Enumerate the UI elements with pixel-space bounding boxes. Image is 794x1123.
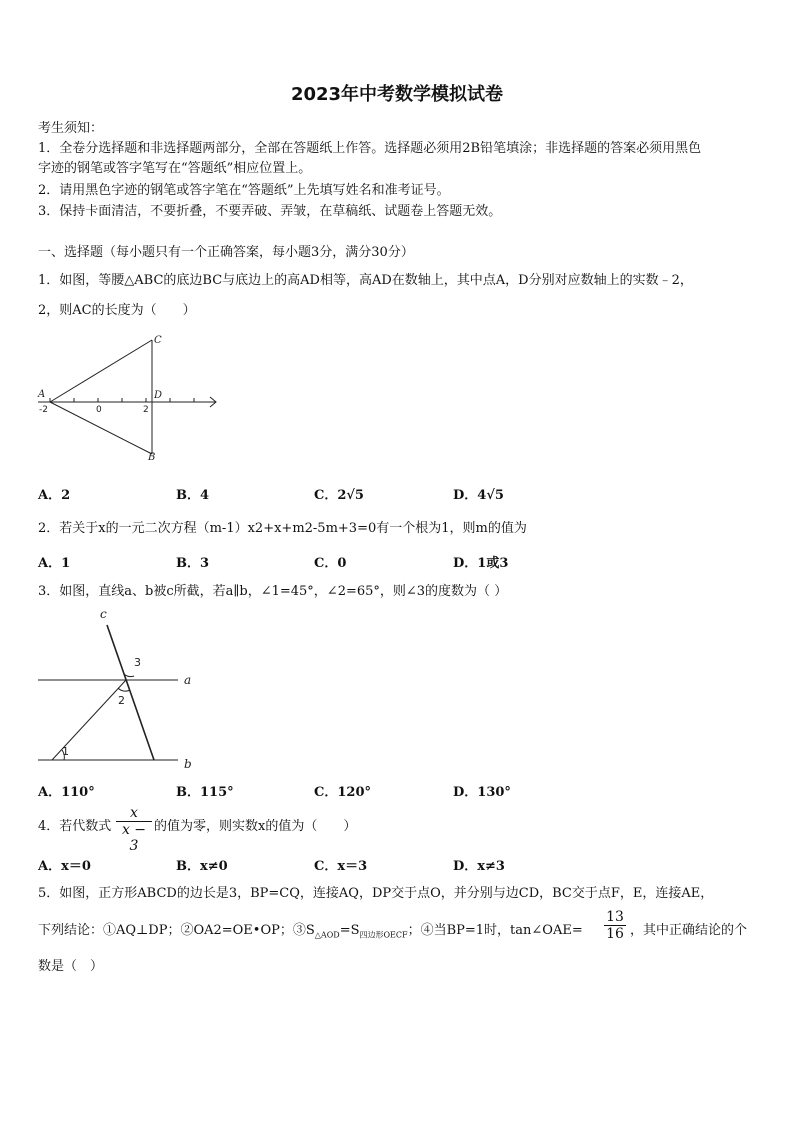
- q5-text-line1: 5．如图，正方形ABCD的边长是3，BP=CQ，连接AQ，DP交于点O，并分别与边CD，BC交于点F，E，连接AE，: [38, 886, 714, 901]
- section-heading: 一、选择题（每小题只有一个正确答案，每小题3分，满分30分）: [38, 245, 414, 260]
- q1-option-b[interactable]: B．4: [176, 488, 210, 503]
- notice-line3: 3．保持卡面清洁，不要折叠，不要弄破、弄皱，在草稿纸、试题卷上答题无效。: [38, 204, 502, 219]
- notice-line2: 2．请用黑色字迹的钢笔或答字笔在“答题纸”上先填写姓名和准考证号。: [38, 183, 450, 198]
- q1-tick-2: 2: [143, 405, 149, 415]
- page-title: 2023年中考数学模拟试卷: [290, 84, 504, 105]
- q4-denominator: x − 3: [116, 821, 152, 854]
- q3-option-b[interactable]: B．115°: [176, 785, 234, 800]
- q2-option-c[interactable]: C．0: [314, 556, 347, 571]
- q1-figure: [38, 330, 228, 465]
- q3-label-3: 3: [134, 656, 141, 669]
- q1-label-B: B: [148, 452, 156, 463]
- q5-sub-oecf: 四边形OECF: [359, 930, 408, 940]
- q1-text-line2: 2，则AC的长度为（ ）: [38, 303, 196, 318]
- q3-option-a[interactable]: A．110°: [38, 785, 95, 800]
- q1-tick-neg2: -2: [39, 405, 48, 415]
- q4-option-c[interactable]: C．x＝3: [314, 859, 368, 874]
- q1-option-c[interactable]: C．2√5: [314, 488, 364, 503]
- q4-option-a[interactable]: A．x＝0: [38, 859, 91, 874]
- q1-option-a[interactable]: A．2: [38, 488, 71, 503]
- q4-suffix: 的值为零，则实数x的值为（ ）: [154, 819, 357, 834]
- q1-label-C: C: [154, 335, 162, 346]
- notice-line1b: 字迹的钢笔或答字笔写在“答题纸”相应位置上。: [38, 161, 312, 176]
- q5-fraction: [604, 909, 626, 942]
- q5-fraction-num: 13: [606, 909, 624, 925]
- q3-label-a: a: [184, 673, 192, 687]
- q2-option-a[interactable]: A．1: [38, 556, 71, 571]
- q1-label-A: A: [38, 389, 46, 400]
- q1-label-D: D: [154, 390, 163, 401]
- q4-option-b[interactable]: B．x≠0: [176, 859, 228, 874]
- q1-text-line1: 1．如图，等腰△ABC的底边BC与底边上的高AD相等，高AD在数轴上，其中点A，D分别对应数轴上的实数﹣2，: [38, 273, 693, 288]
- q3-option-c[interactable]: C．120°: [314, 785, 371, 800]
- notice-line1: 1．全卷分选择题和非选择题两部分，全部在答题纸上作答。选择题必须用2B铅笔填涂；非选择题的答案必须用黑色: [38, 141, 702, 156]
- notice-heading: 考生须知：: [38, 121, 104, 136]
- q5-fraction-den: 16: [604, 925, 626, 942]
- q5-text-line3: 数是（ ）: [38, 959, 104, 974]
- q3-option-d[interactable]: D．130°: [453, 785, 511, 800]
- q4-numerator: x: [130, 805, 138, 821]
- q4-prefix: 4．若代数式: [38, 819, 112, 834]
- q4-fraction: [116, 805, 152, 854]
- q1-tick-0: 0: [96, 405, 102, 415]
- q3-text: 3．如图，直线a、b被c所截，若a∥b，∠1=45°，∠2=65°，则∠3的度数为（ ）: [38, 584, 508, 599]
- q3-label-2: 2: [118, 694, 125, 707]
- q2-text: 2．若关于x的一元二次方程（m-1）x2+x+m2-5m+3=0有一个根为1，则m的值为: [38, 521, 527, 536]
- q3-label-c: c: [100, 607, 107, 621]
- q3-label-1: 1: [62, 745, 69, 758]
- q5-text-tail: ，其中正确结论的个: [630, 923, 748, 938]
- q2-option-d[interactable]: D．1或3: [453, 556, 509, 571]
- q1-option-d[interactable]: D．4√5: [453, 488, 504, 503]
- q2-option-b[interactable]: B．3: [176, 556, 210, 571]
- q5-conclusions: 下列结论：①AQ⊥DP；②OA2=OE•OP；③S: [38, 923, 315, 938]
- q4-option-d[interactable]: D．x≠3: [453, 859, 505, 874]
- q5-sub-aod: △AOD: [314, 930, 340, 940]
- q5-tan-text: ；④当BP=1时，tan∠OAE=: [407, 923, 583, 938]
- q3-label-b: b: [184, 757, 192, 771]
- q5-equals-s: =S: [339, 923, 360, 938]
- q5-text-line2: [38, 922, 583, 945]
- q3-figure: [38, 607, 208, 772]
